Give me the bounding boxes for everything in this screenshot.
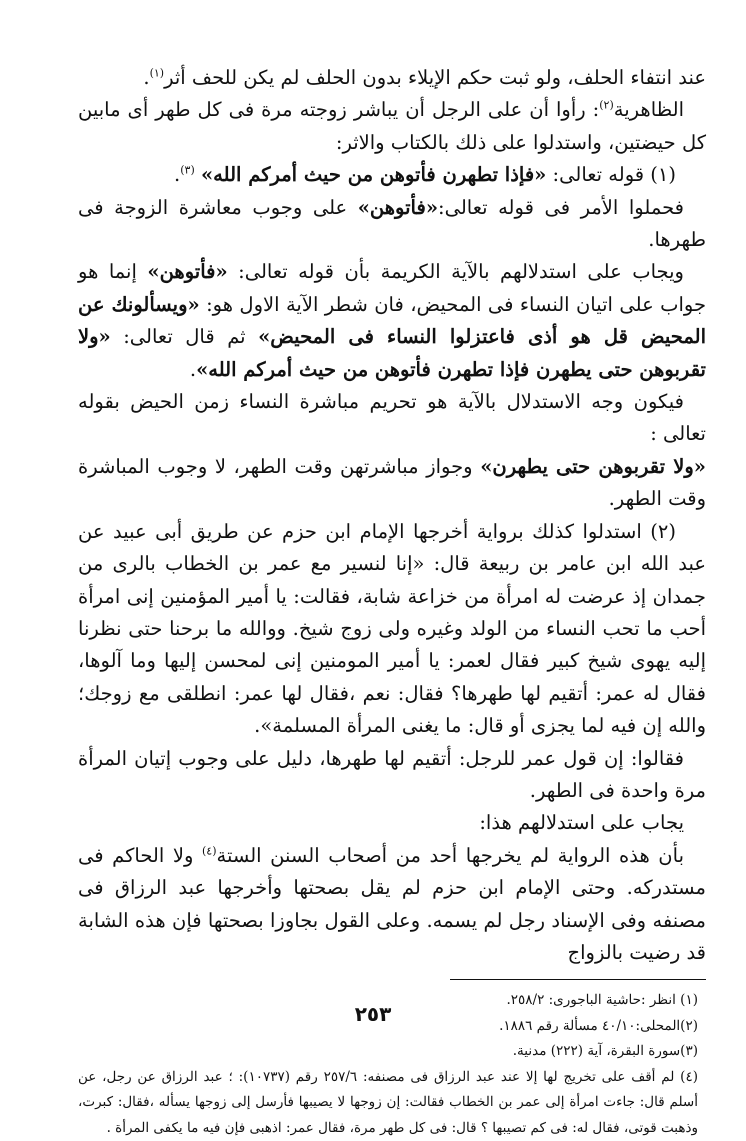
quran-quote: «فإذا تطهرن فأتوهن من حيث أمركم الله»	[200, 163, 547, 187]
quran-quote: «فأتوهن»	[147, 260, 228, 284]
quran-quote: «ولا تقربوهن حتى يطهرن فإذا تطهرن فأتوهن من حيث أمركم الله»	[78, 325, 706, 381]
footnote-ref-4: (٤)	[201, 844, 217, 858]
footnote-ref-2: (٢)	[599, 98, 614, 112]
paragraph-their-argument	[78, 743, 706, 808]
footnote-1: (١) انظر :حاشية الباجورى: ٢٥٨/٢.	[506, 992, 698, 1009]
page-content	[78, 62, 706, 1141]
footnote-ref-1: (١)	[149, 66, 165, 80]
paragraph-zahiriyya	[78, 94, 706, 159]
text-span: فقالوا: إن قول عمر للرجل: أتقيم لها طهرها، دليل على وجوب إتيان المرأة مرة واحدة فى الطهر.	[78, 746, 706, 802]
paragraph-response-2	[78, 840, 706, 970]
main-text	[78, 62, 706, 969]
text-span: : رأوا أن على الرجل أن يباشر زوجته مرة فى كل طهر أى مابين كل حيضتين، واستدلوا على ذلك بالكتاب والاثر:	[78, 98, 706, 154]
text-span: ولا الحاكم فى مستدركه. وحتى الإمام ابن حزم لم يقل بصحتها وأخرجها عبد الرزاق فى مصنفه وفى الإسناد رجل لم يسمه. وعلى القول بجاوزا بصحتها فإن هذه الشابة قد رضيت بالزواج	[78, 843, 706, 964]
footnote-ref-3: (٣)	[180, 163, 195, 177]
quran-quote: «فأتوهن»	[357, 195, 439, 219]
text-span: ويجاب على استدلالهم بالآية الكريمة بأن قوله تعالى:	[227, 260, 684, 284]
text-span: (١) قوله تعالى:	[546, 163, 676, 187]
text-span: وجواز مباشرتهن وقت الطهر، لا وجوب المباشرة وقت الطهر.	[78, 454, 706, 511]
text-span: على وجوب معاشرة الزوجة فى طهرها.	[78, 195, 706, 252]
text-span: .	[189, 357, 197, 381]
paragraph-evidence-1	[78, 159, 706, 191]
text-span: فيكون وجه الاستدلال بالآية هو تحريم مباشرة النساء زمن الحيض بقوله تعالى :	[78, 390, 706, 446]
footnote-2: (٢)المحلى:٤٠/١٠ مسألة رقم ١٨٨٦.	[499, 1017, 698, 1034]
text-span: الظاهرية	[613, 98, 684, 122]
text-span: .	[174, 163, 181, 187]
text-span: يجاب على استدلالهم هذا:	[479, 811, 684, 835]
text-span: بأن هذه الرواية لم يخرجها أحد من أصحاب السنن الستة	[216, 843, 684, 867]
footnote-3: (٣)سورة البقرة، آية (٢٢٢) مدنية.	[512, 1043, 698, 1060]
paragraph-response-1	[78, 256, 706, 386]
footnote-divider	[450, 979, 706, 980]
paragraph-1	[78, 62, 706, 94]
paragraph-interpretation	[78, 192, 706, 257]
text-span: إنما هو جواب على اتيان النساء فى المحيض، فان شطر الآية الاول هو:	[78, 260, 707, 316]
text-span: عند انتفاء الحلف، ولو ثبت حكم الإيلاء بدون الحلف لم يكن للحف أثر	[164, 66, 706, 89]
paragraph-evidence-2	[78, 516, 706, 743]
text-span: .	[143, 66, 150, 89]
paragraph-inference	[78, 386, 706, 451]
paragraph-response-2-heading	[78, 807, 706, 839]
text-span: (٢) استدلوا كذلك برواية أخرجها الإمام ابن حزم عن طريق أبى عبيد عن عبد الله ابن عامر بن ربيعة قال: «إنا لنسير مع عمر بن الخطاب بالرى من جمدان إذ عرضت له امرأة من خزاعة شابة، فقالت: يا أمير المؤمنين إنى امرأة أحب ما تحب النساء من الولد وغيره ولى زوج شيخ. ووالله ما برحنا حتى نظرنا إليه يهوى شيخ كبير فقال لعمر: يا أمير المومنين إنى لمحسن إليها وما آلوها، فقال له عمر: أتقيم لها طهرها؟ فقال: نعم ،فقال لها عمر: انطلقى مع زوجك؛ والله إن فيه لما يجزى أو قال: ما يغنى المرأة المسلمة».	[78, 519, 706, 738]
page-number: ٢٥٣	[354, 1002, 392, 1026]
quran-quote: «ولا تقربوهن حتى يطهرن»	[480, 454, 706, 478]
text-span: فحملوا الأمر فى قوله تعالى:	[438, 195, 684, 219]
footnote-4: (٤) لم أقف على تخريج لها إلا عند عبد الرزاق فى مصنفه: ٢٥٧/٦ رقم (١٠٧٣٧): ؛ عبد الرزاق عن رجل، عن أسلم قال: جاءت امرأة إلى عمر بن الخطاب فقالت: إن زوجها لا يصيبها فأرسل إلى زوجها يسأله ،فقال: كبرت، وذهبت قوتى، فقال له: فى كم تصيبها ؟ قال: فى كل طهر مرة، فقال عمر: اذهبى فإن فيه ما يكفى المرأة .	[78, 1068, 698, 1136]
text-span: ثم قال تعالى:	[110, 325, 259, 349]
paragraph-inference-cont	[78, 451, 706, 516]
quran-quote: «ويسألونك عن المحيض قل هو أذى فاعتزلوا النساء فى المحيض»	[78, 292, 707, 349]
